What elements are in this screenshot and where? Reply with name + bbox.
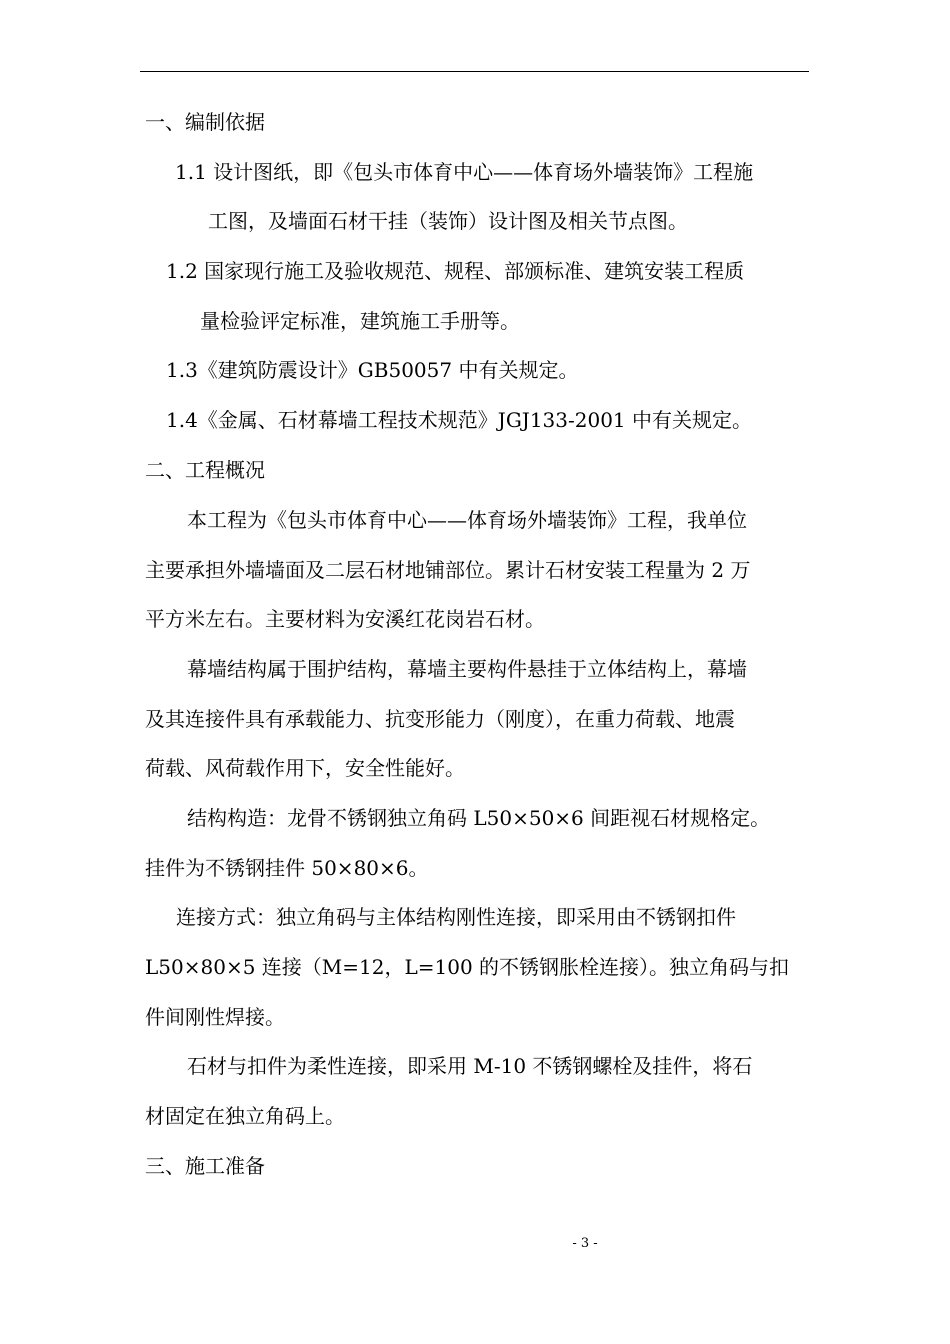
para-4-line-1: 连接方式：独立角码与主体结构刚性连接，即采用由不锈钢扣件 xyxy=(176,905,736,929)
page-number: - 3 - xyxy=(572,1236,598,1251)
para-1-line-2: 主要承担外墙墙面及二层石材地铺部位。累计石材安装工程量为 2 万 xyxy=(145,558,751,582)
header-rule xyxy=(140,71,809,72)
item-1-2-line-1: 1.2 国家现行施工及验收规范、规程、部颁标准、建筑安装工程质 xyxy=(166,259,745,283)
section-heading-1: 一、编制依据 xyxy=(145,110,265,134)
para-1-line-3: 平方米左右。主要材料为安溪红花岗岩石材。 xyxy=(145,607,545,631)
para-2-line-1: 幕墙结构属于围护结构，幕墙主要构件悬挂于立体结构上，幕墙 xyxy=(187,657,747,681)
para-2-line-3: 荷载、风荷载作用下，安全性能好。 xyxy=(145,756,465,780)
para-5-line-2: 材固定在独立角码上。 xyxy=(145,1104,345,1128)
para-4-line-2: L50×80×5 连接（M=12，L=100 的不锈钢胀栓连接）。独立角码与扣 xyxy=(145,955,790,979)
section-heading-3: 三、施工准备 xyxy=(145,1154,265,1178)
section-heading-2: 二、工程概况 xyxy=(145,458,265,482)
item-1-3: 1.3《建筑防震设计》GB50057 中有关规定。 xyxy=(166,358,579,382)
item-1-1-line-2: 工图，及墙面石材干挂（装饰）设计图及相关节点图。 xyxy=(208,209,688,233)
para-2-line-2: 及其连接件具有承载能力、抗变形能力（刚度），在重力荷载、地震 xyxy=(145,707,735,731)
para-4-line-3: 件间刚性焊接。 xyxy=(145,1005,285,1029)
para-5-line-1: 石材与扣件为柔性连接，即采用 M-10 不锈钢螺栓及挂件，将石 xyxy=(187,1054,753,1078)
para-3-line-1: 结构构造：龙骨不锈钢独立角码 L50×50×6 间距视石材规格定。 xyxy=(187,806,771,830)
para-3-line-2: 挂件为不锈钢挂件 50×80×6。 xyxy=(145,856,429,880)
item-1-2-line-2: 量检验评定标准，建筑施工手册等。 xyxy=(200,309,520,333)
item-1-1-line-1: 1.1 设计图纸，即《包头市体育中心——体育场外墙装饰》工程施 xyxy=(175,160,754,184)
item-1-4: 1.4《金属、石材幕墙工程技术规范》JGJ133-2001 中有关规定。 xyxy=(166,408,753,432)
para-1-line-1: 本工程为《包头市体育中心——体育场外墙装饰》工程，我单位 xyxy=(187,508,747,532)
